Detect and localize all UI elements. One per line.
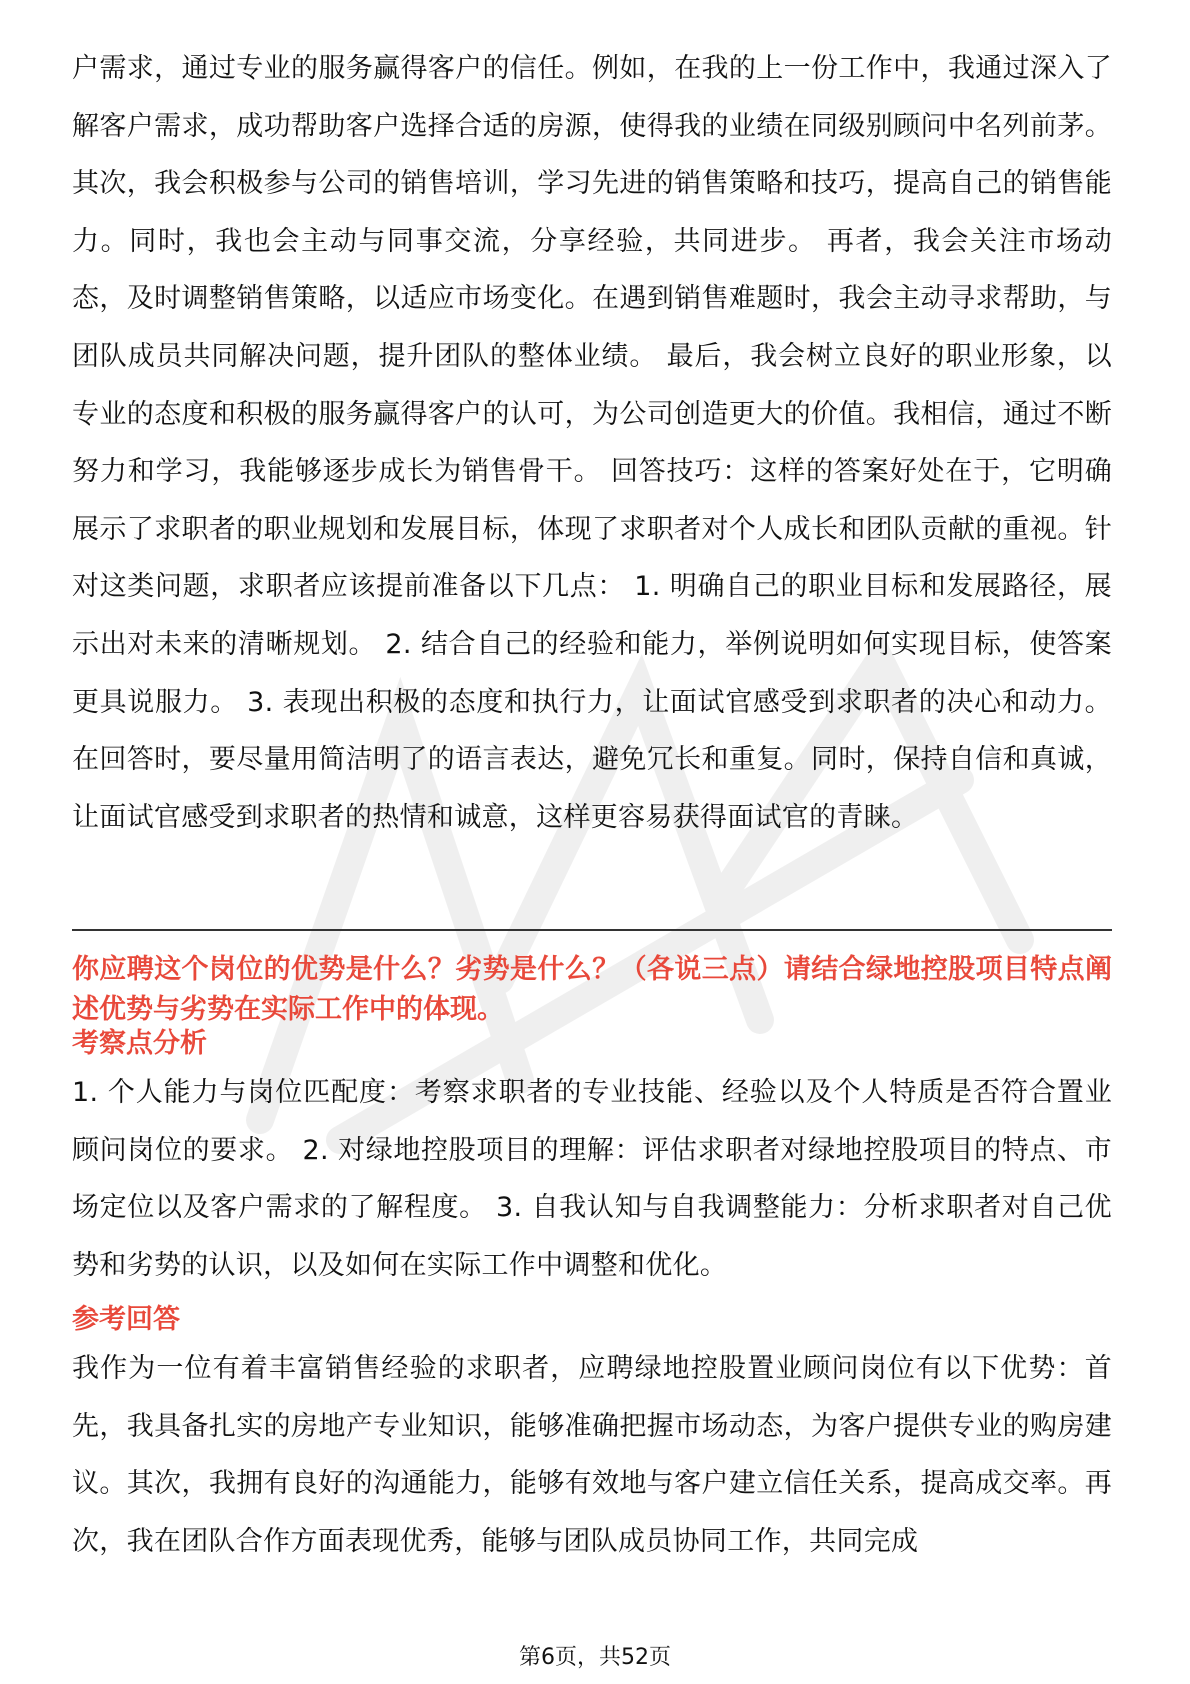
question-heading: 你应聘这个岗位的优势是什么？劣势是什么？（各说三点）请结合绿地控股项目特点阐述优势与劣势在实际工作中的体现。 [72, 954, 1112, 1025]
section-divider [72, 929, 1112, 931]
answer-title: 参考回答 [72, 1304, 180, 1335]
intro-paragraph: 户需求，通过专业的服务赢得客户的信任。例如，在我的上一份工作中，我通过深入了解客户需求，成功帮助客户选择合适的房源，使得我的业绩在同级别顾问中名列前茅。 其次，我会积极参与公司的销售培训，学习先进的销售策略和技巧，提高自己的销售能力。同时，我也会主动与同事交流，分享经验，共同进步。 再者，我会关注市场动态，及时调整销售策略，以适应市场变化。在遇到销售难题时，我会主动寻求帮助，与团队成员共同解决问题，提升团队的整体业绩。 最后，我会树立良好的职业形象，以专业的态度和积极的服务赢得客户的认可，为公司创造更大的价值。我相信，通过不断努力和学习，我能够逐步成长为销售骨干。 回答技巧：这样的答案好处在于，它明确展示了求职者的职业规划和发展目标，体现了求职者对个人成长和团队贡献的重视。针对这类问题，求职者应该提前准备以下几点： 1. 明确自己的职业目标和发展路径，展示出对未来的清晰规划。 2. 结合自己的经验和能力，举例说明如何实现目标，使答案更具说服力。 3. 表现出积极的态度和执行力，让面试官感受到求职者的决心和动力。 在回答时，要尽量用简洁明了的语言表达，避免冗长和重复。同时，保持自信和真诚，让面试官感受到求职者的热情和诚意，这样更容易获得面试官的青睐。 [72, 53, 1112, 833]
answer-section [72, 1340, 1112, 1570]
analysis-section [72, 1064, 1112, 1294]
page-number: 第6页，共52页 [519, 1645, 671, 1670]
analysis-body: 1. 个人能力与岗位匹配度：考察求职者的专业技能、经验以及个人特质是否符合置业顾问岗位的要求。 2. 对绿地控股项目的理解：评估求职者对绿地控股项目的特点、市场定位以及客户需求的了解程度。 3. 自我认知与自我调整能力：分析求职者对自己优势和劣势的认识，以及如何在实际工作中调整和优化。 [72, 1077, 1112, 1281]
answer-body: 我作为一位有着丰富销售经验的求职者，应聘绿地控股置业顾问岗位有以下优势：首先，我具备扎实的房地产专业知识，能够准确把握市场动态，为客户提供专业的购房建议。其次，我拥有良好的沟通能力，能够有效地与客户建立信任关系，提高成交率。再次，我在团队合作方面表现优秀，能够与团队成员协同工作，共同完成 [72, 1353, 1112, 1557]
page-body [72, 40, 1112, 846]
analysis-title: 考察点分析 [72, 1028, 207, 1059]
